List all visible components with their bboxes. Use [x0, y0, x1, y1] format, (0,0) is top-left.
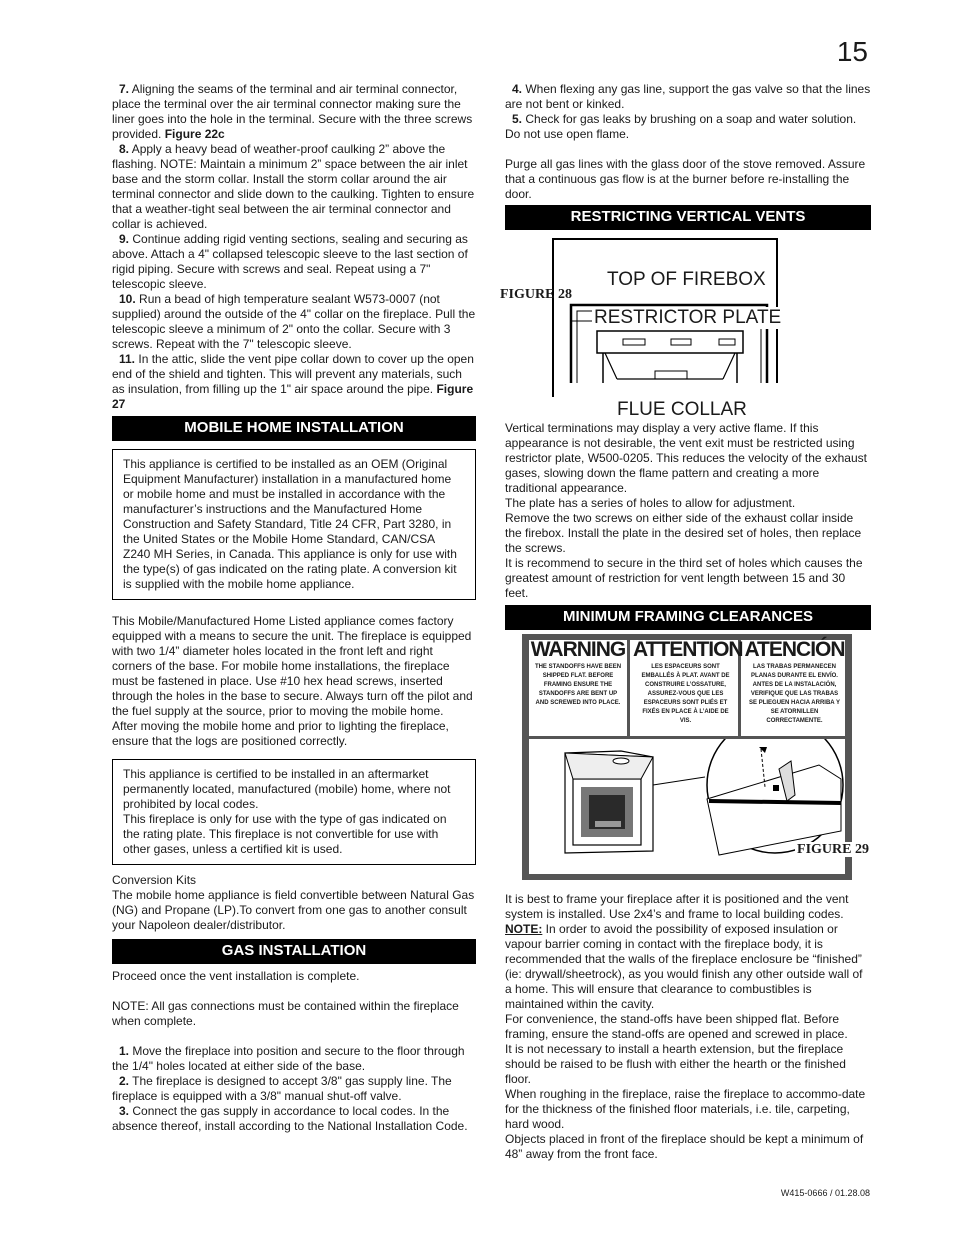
- aftermarket-box: [112, 759, 476, 865]
- label-flue-collar: FLUE COLLAR: [617, 399, 747, 420]
- step-8: 8. Apply a heavy bead of weather-proof caulking 2” above the flashing. NOTE: Maintain a minimum 2” space between the air inlet base and the storm collar. Install the storm collar around the air terminal connector and slide down to the caulking. Tighten to ensure that a weather-tight seal between the air terminal connector and collar is achieved.: [112, 142, 475, 231]
- framing-clearances-header: MINIMUM FRAMING CLEARANCES: [505, 605, 871, 630]
- framing-para-4: When roughing in the fireplace, raise the fireplace to accommo-date for the thickness of the finished floor materials, i.e. tile, carpeting, hard wood.: [505, 1087, 866, 1131]
- figure-28-caption: FIGURE 28: [500, 287, 572, 302]
- mobile-para-1: This Mobile/Manufactured Home Listed appliance comes factory equipped with a means to secure the unit. The fireplace is equipped with two 1/4” diameter holes located in the front left and right corners of the base. For mobile home installations, the fireplace must be fastened in place. Use #10 hex head screws, inserted through the holes in the base to secure. Always turn off the pilot and the fuel supply at the source, prior to moving the mobile home.: [112, 614, 473, 718]
- framing-para-1: It is best to frame your fireplace after it is positioned and the vent system is installed. Use 2x4’s and frame to local building codes.: [505, 892, 849, 921]
- figure-29: [505, 634, 871, 880]
- step-9: 9. Continue adding rigid venting sections, sealing and securing as above. Attach a 4" collapsed telescopic sleeve to the last section of rigid piping. Secure with screws and seal. Repeat using a 7" telescopic sleeve.: [112, 232, 468, 291]
- restrict-para-3: Remove the two screws on either side of the exhaust collar inside the firebox. Install the plate in the desired set of holes, then replace the screws.: [505, 511, 862, 555]
- gas-para-1: Proceed once the vent installation is complete.: [112, 969, 360, 983]
- warning-panel-en: WARNING THE STANDOFFS HAVE BEEN SHIPPED FLAT. BEFORE FRAMING ENSURE THE STANDOFFS ARE BENT UP AND SCREWED INTO PLACE.: [529, 640, 630, 736]
- vent-steps: [112, 82, 476, 412]
- gas-step-5: 5. Check for gas leaks by brushing on a soap and water solution.: [512, 112, 857, 126]
- framing-note: NOTE: In order to avoid the possibility of exposed insulation or vapour barrier coming in contact with the fireplace body, it is recommended that the walls of the fireplace enclosure be “finished” (ie: drywall/sheetrock), as you would finish any other outside wall of a home. This will ensure that clearance to combustibles is maintained within the cavity.: [505, 922, 863, 1011]
- label-top-of-firebox: TOP OF FIREBOX: [607, 269, 766, 290]
- no-open-flame: Do not use open flame.: [505, 127, 630, 141]
- mobile-home-certification-box: [112, 449, 476, 600]
- restrict-para-1: Vertical terminations may display a very active flame. If this appearance is not desirable, the vent exit must be restricted using restrictor plate, W500-0205. This reduces the velocity of the exhaust gases, slowing down the flame pattern and creating a more traditional appearance.: [505, 421, 867, 495]
- figure-29-caption: FIGURE 29: [797, 842, 869, 857]
- conversion-kits-text: The mobile home appliance is field convertible between Natural Gas (NG) and Propane (LP).To convert from one gas to another consult your Napoleon dealer/distributor.: [112, 888, 475, 932]
- gas-step-1: 1. Move the fireplace into position and secure to the floor through the 1/4" holes located at either side of the base.: [112, 1044, 465, 1073]
- figure-28: [500, 233, 871, 421]
- restrict-para-2: The plate has a series of holes to allow for adjustment.: [505, 496, 796, 510]
- gas-para-2: NOTE: All gas connections must be contained within the fireplace when complete.: [112, 999, 459, 1028]
- framing-para-2: For convenience, the stand-offs have been shipped flat. Before framing, ensure the stand-offs are opened and screwed in place.: [505, 1012, 848, 1041]
- framing-para-3: It is not necessary to install a hearth extension, but the fireplace should be raised to be flush with either the hearth or the finished floor.: [505, 1042, 846, 1086]
- warning-panel-fr: ATTENTION LES ESPACEURS SONT EMBALLÉS À PLAT. AVANT DE CONSTRUIRE L’OSSATURE, ASSUREZ-VOUS QUE LES ESPACEURS SONT PLIÉS ET FIXÉS EN PLACE À L’AIDE DE VIS.: [633, 640, 741, 736]
- gas-step-2: 2. The fireplace is designed to accept 3/8" gas supply line. The fireplace is equipped with a 3/8" manual shut-off valve.: [112, 1074, 452, 1103]
- purge-text: Purge all gas lines with the glass door of the stove removed. Assure that a continuous gas flow is at the burner before re-installing the door.: [505, 157, 866, 201]
- restricting-vents-header: RESTRICTING VERTICAL VENTS: [505, 205, 871, 230]
- framing-para-5: Objects placed in front of the fireplace should be kept a minimum of 48” away from the front face.: [505, 1132, 864, 1161]
- step-11: 11. In the attic, slide the vent pipe collar down to cover up the open end of the shield and tighten. This will prevent any materials, such as insulation, from filling up the 1" air space around the pipe. Figure 27: [112, 352, 474, 411]
- document-code-footer: W415-0666 / 01.28.08: [780, 1188, 870, 1198]
- aftermarket-text-b: This fireplace is only for use with the type of gas indicated on the rating plate. This fireplace is not convertible for use with other gases, unless a certified kit is used.: [123, 812, 447, 856]
- mobile-home-header: MOBILE HOME INSTALLATION: [112, 416, 476, 441]
- left-column: [112, 82, 476, 1134]
- step-10: 10. Run a bead of high temperature sealant W573-0007 (not supplied) around the outside of the 4" collar on the fireplace. Pull the telescopic sleeve a minimum of 2" onto the collar. Secure with 3 screws. Repeat with the 7" telescopic sleeve.: [112, 292, 476, 351]
- right-column: [500, 82, 871, 1162]
- mobile-para-2: After moving the mobile home and prior to lighting the fireplace, ensure that the logs are positioned correctly.: [112, 719, 449, 748]
- aftermarket-text-a: This appliance is certified to be installed in an aftermarket permanently located, manufactured (mobile) home, where not prohibited by local codes.: [123, 767, 451, 811]
- restrict-para-4: It is recommend to secure in the third set of holes which causes the greatest amount of restriction for vent length between 15 and 30 feet.: [505, 556, 863, 600]
- warning-panel-es: ATENCIÓN LAS TRABAS PERMANECEN PLANAS DURANTE EL ENVÍO. ANTES DE LA INSTALACIÓN, VERIFIQUE QUE LAS TRABAS SE PLIEGUEN HACIA ARRIBA Y SE ATORNILLEN CORRECTAMENTE.: [744, 638, 845, 724]
- mobile-box-text: This appliance is certified to be installed as an OEM (Original Equipment Manufacturer) installation in a manufactured home or mobile home and must be installed in accordance with the manufacturer’s instructions and the Manufactured Home Construction and Safety Standard, Title 24 CFR, Part 3280, in the United States or the Mobile Home Standard, CAN/CSA Z240 MH Series, in Canada. This appliance is only for use with the type(s) of gas indicated on the rating plate. A conversion kit is supplied with the mobile home appliance.: [123, 457, 457, 591]
- gas-step-3: 3. Connect the gas supply in accordance to local codes. In the absence thereof, install according to the National Installation Code.: [112, 1104, 468, 1133]
- gas-installation-header: GAS INSTALLATION: [112, 939, 476, 964]
- label-restrictor-plate: RESTRICTOR PLATE: [594, 307, 782, 328]
- step-7: 7. Aligning the seams of the terminal and air terminal connector, place the terminal over the air terminal connector making sure the liner goes into the hole in the terminal. Secure with the three screws provided. Figure 22c: [112, 82, 473, 141]
- conversion-kits-title: Conversion Kits: [112, 873, 197, 887]
- gas-step-4: 4. When flexing any gas line, support the gas valve so that the lines are not bent or kinked.: [505, 82, 871, 111]
- page-number: 15: [836, 36, 868, 67]
